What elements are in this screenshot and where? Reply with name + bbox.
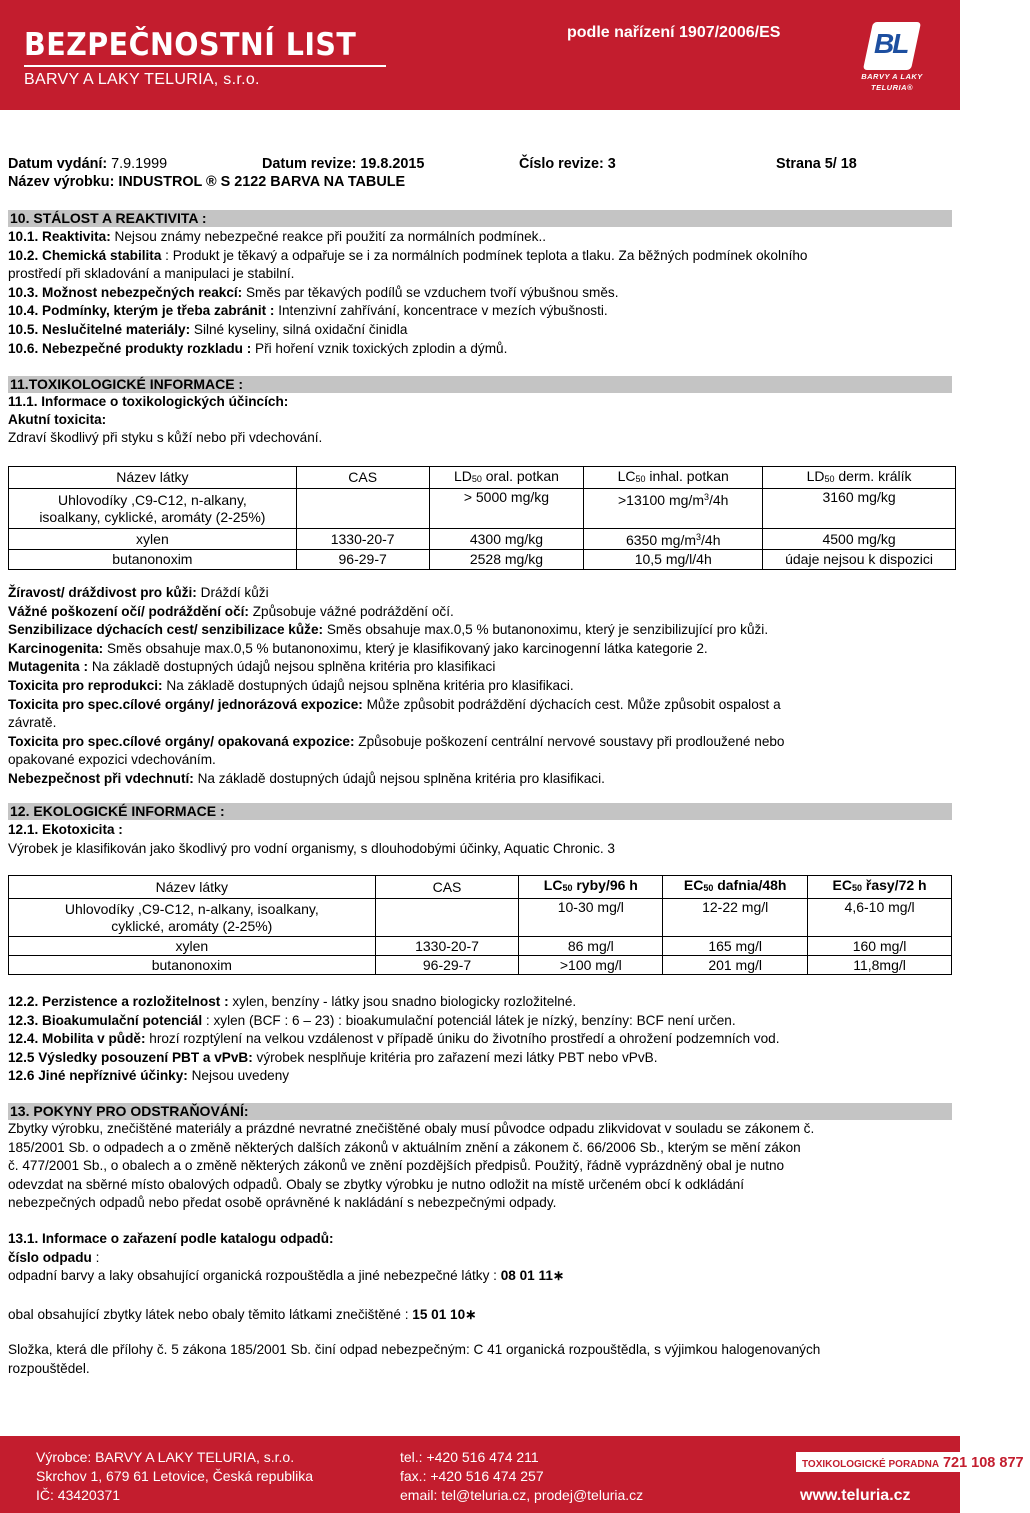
company-logo <box>852 22 932 92</box>
product-name: Název výrobku: INDUSTROL ® S 2122 BARVA NA TABULE <box>8 174 406 190</box>
toxicology-hotline: TOXIKOLOGICKÉ PORADNA 721 108 877 <box>796 1452 1030 1472</box>
table-row: xylen 1330-20-7 4300 mg/kg 6350 $mg/m^3/4h$ 4500 mg/kg <box>9 529 956 550</box>
toxicity-table <box>8 466 956 570</box>
waste-note: Složka, která dle přílohy č. 5 zákona 185/2001 Sb. činí odpad nebezpečným: C 41 organická rozpouštědla, s výjimkou halogenovaných rozpouštědel. <box>8 1342 821 1376</box>
col-header: $EC_{50}$ řasy/72 h <box>808 876 952 899</box>
col-header: $LC_{50}$ inhal. potkan <box>584 467 763 489</box>
footer-address: Výrobce: BARVY A LAKY TELURIA, s.r.o. Skrchov 1, 679 61 Letovice, Česká republika IČ: 43420371 <box>36 1449 314 1503</box>
ecotoxicity-table <box>8 875 952 975</box>
section-13-body: Zbytky výrobku, znečištěné materiály a prázdné nevratné znečištěné obaly musí původce odpadu zlikvidovat v souladu se zákonem č. 185/2001 Sb. o odpadech a o změně některých dalších zákonů v aktuálním znění a zákonem č. 66/2006 Sb., kterým se mění zákon č. 477/2001 Sb., o obalech a o změně některých zákonů ve znění pozdějších předpisů. Použitý, řádně vyprázdněný obal je nutno odevzdat na sběrné místo obalových odpadů. Obaly se zbytky výrobku je nutno odložit na místě určeném obcí k odkládání nebezpečných odpadů nebo předat osobě oprávněné k nakládání s nebezpečnými odpady. <box>8 1121 815 1211</box>
table-row: Uhlovodíky ,C9-C12, n-alkany, isoalkany, cyklické, aromáty (2-25%) 10-30 mg/l 12-22 mg/l 4,6-10 mg/l <box>9 899 952 937</box>
col-header: CAS <box>296 467 429 489</box>
title-underline <box>24 65 386 67</box>
col-header: CAS <box>375 876 519 899</box>
logo-text-line2: TELURIA® <box>870 83 914 92</box>
revision-number: Číslo revize: 3 <box>519 156 616 172</box>
section-12-intro: 12.1. Ekotoxicita : Výrobek je klasifikován jako škodlivý pro vodní organismy, s dlouhodobými účinky, Aquatic Chronic. 3 <box>8 822 615 856</box>
footer <box>0 1436 1024 1513</box>
section-12-title: 12. EKOLOGICKÉ INFORMACE : <box>8 803 952 820</box>
section-11-intro: 11.1. Informace o toxikologických účincích: Akutní toxicita: Zdraví škodlivý při styku s kůží nebo při vdechování. <box>8 394 323 445</box>
footer-contact: tel.: +420 516 474 211 fax.: +420 516 474 257 email: tel@teluria.cz, prodej@teluria.cz <box>400 1449 644 1503</box>
section-10-body: 10.1. Reaktivita: Nejsou známy nebezpečné reakce při použití za normálních podmínek.. 10.2. Chemická stabilita : Produkt je těkavý a odpařuje se i za normálních podmínek teplota a tlaku. Za běžných podmínek okolního prostředí při skladování a manipulaci je stabilní. 10.3. Možnost nebezpečných reakcí: Směs par těkavých podílů se vzduchem tvoří výbušnou směs. 10.4. Podmínky, kterým je třeba zabránit : Intenzivní zahřívání, koncentrace v mezích výbušnosti. 10.5. Neslučitelné materiály: Silné kyseliny, silná oxidační činidla 10.6. Nebezpečné produkty rozkladu : Při hoření vznik toxických zplodin a dýmů. <box>8 229 808 356</box>
section-10-title: 10. STÁLOST A REAKTIVITA : <box>8 210 952 227</box>
page-number: Strana 5/ 18 <box>776 156 857 172</box>
table-row: xylen 1330-20-7 86 mg/l 165 mg/l 160 mg/l <box>9 937 952 956</box>
col-header: $EC_{50}$ dafnia/48h <box>663 876 808 899</box>
logo-icon: BL <box>868 22 916 70</box>
document-title: BEZPEČNOSTNÍ LIST <box>24 27 357 63</box>
regulation-label: podle nařízení 1907/2006/ES <box>567 24 781 41</box>
table-row: Uhlovodíky ,C9-C12, n-alkany, isoalkany, cyklické, aromáty (2-25%) > 5000 mg/kg >13100 $mg/m^3/4h$ 3160 mg/kg <box>9 489 956 529</box>
col-header: Název látky <box>9 467 297 489</box>
company-name: BARVY A LAKY TELURIA, s.r.o. <box>24 71 260 88</box>
section-11-title: 11.TOXIKOLOGICKÉ INFORMACE : <box>8 376 952 393</box>
logo-text-line1: BARVY A LAKY <box>861 72 923 81</box>
revision-date: Datum revize: 19.8.2015 <box>262 156 425 172</box>
document-meta <box>8 156 952 194</box>
table-row: butanonoxim 96-29-7 >100 mg/l 201 mg/l 11,8mg/l <box>9 956 952 975</box>
table-row: butanonoxim 96-29-7 2528 mg/kg 10,5 mg/l/4h údaje nejsou k dispozici <box>9 550 956 570</box>
header-banner <box>0 0 960 110</box>
waste-catalogue: 13.1. Informace o zařazení podle katalogu odpadů: číslo odpadu : odpadní barvy a laky obsahující organická rozpouštědla a jiné nebezpečné látky : 08 01 11∗ <box>8 1231 565 1284</box>
col-header: Název látky <box>9 876 376 899</box>
section-12-details: 12.2. Perzistence a rozložitelnost : xylen, benzíny - látky jsou snadno biologicky rozložitelné. 12.3. Bioakumulační potenciál : xylen (BCF : 6 – 23) : bioakumulační potenciál látek je nízký, benzíny: BCF není určen. 12.4. Mobilita v půdě: hrozí rozptýlení na velkou vzdálenost v případě úniku do životního prostředí a ohrožení podzemních vod. 12.5 Výsledky posouzení PBT a vPvB: výrobek nesplňuje kritéria pro zařazení mezi látky PBT nebo vPvB. 12.6 Jiné nepříznivé účinky: Nejsou uvedeny <box>8 994 780 1084</box>
website-link[interactable]: www.teluria.cz <box>800 1487 911 1504</box>
section-11-details: Žíravost/ dráždivost pro kůži: Dráždí kůži Vážné poškození očí/ podráždění očí: Způsobuje vážné podráždění očí. Senzibilizace dýchacích cest/ senzibilizace kůže: Směs obsahuje max.0,5 % butanonoximu, který je senzibilizující pro kůži. Karcinogenita: Směs obsahuje max.0,5 % butanonoximu, který je klasifikovaný jako karcinogenní látka kategorie 2. Mutagenita : Na základě dostupných údajů nejsou splněna kritéria pro klasifikaci Toxicita pro reprodukci: Na základě dostupných údajů nejsou splněna kritéria pro klasifikaci. Toxicita pro spec.cílové orgány/ jednorázová expozice: Může způsobit podráždění dýchacích cest. Může způsobit ospalost a závratě. Toxicita pro spec.cílové orgány/ opakovaná expozice: Způsobuje poškození centrální nervové soustavy při prodloužené nebo opakované expozici vdechováním. Nebezpečnost při vdechnutí: Na základě dostupných údajů nejsou splněna kritéria pro klasifikaci. <box>8 585 785 786</box>
issue-date: Datum vydání: 7.9.1999 <box>8 156 168 172</box>
section-13-title: 13. POKYNY PRO ODSTRAŇOVÁNÍ: <box>8 1103 952 1120</box>
table-header-row <box>9 876 952 899</box>
col-header: $LC_{50}$ ryby/96 h <box>519 876 663 899</box>
table-header-row <box>9 467 956 489</box>
waste-packaging: obal obsahující zbytky látek nebo obaly těmito látkami znečištěné : 15 01 10∗ <box>8 1307 477 1322</box>
col-header: $LD_{50}$ derm. králík <box>763 467 956 489</box>
col-header: $LD_{50}$ oral. potkan <box>429 467 584 489</box>
